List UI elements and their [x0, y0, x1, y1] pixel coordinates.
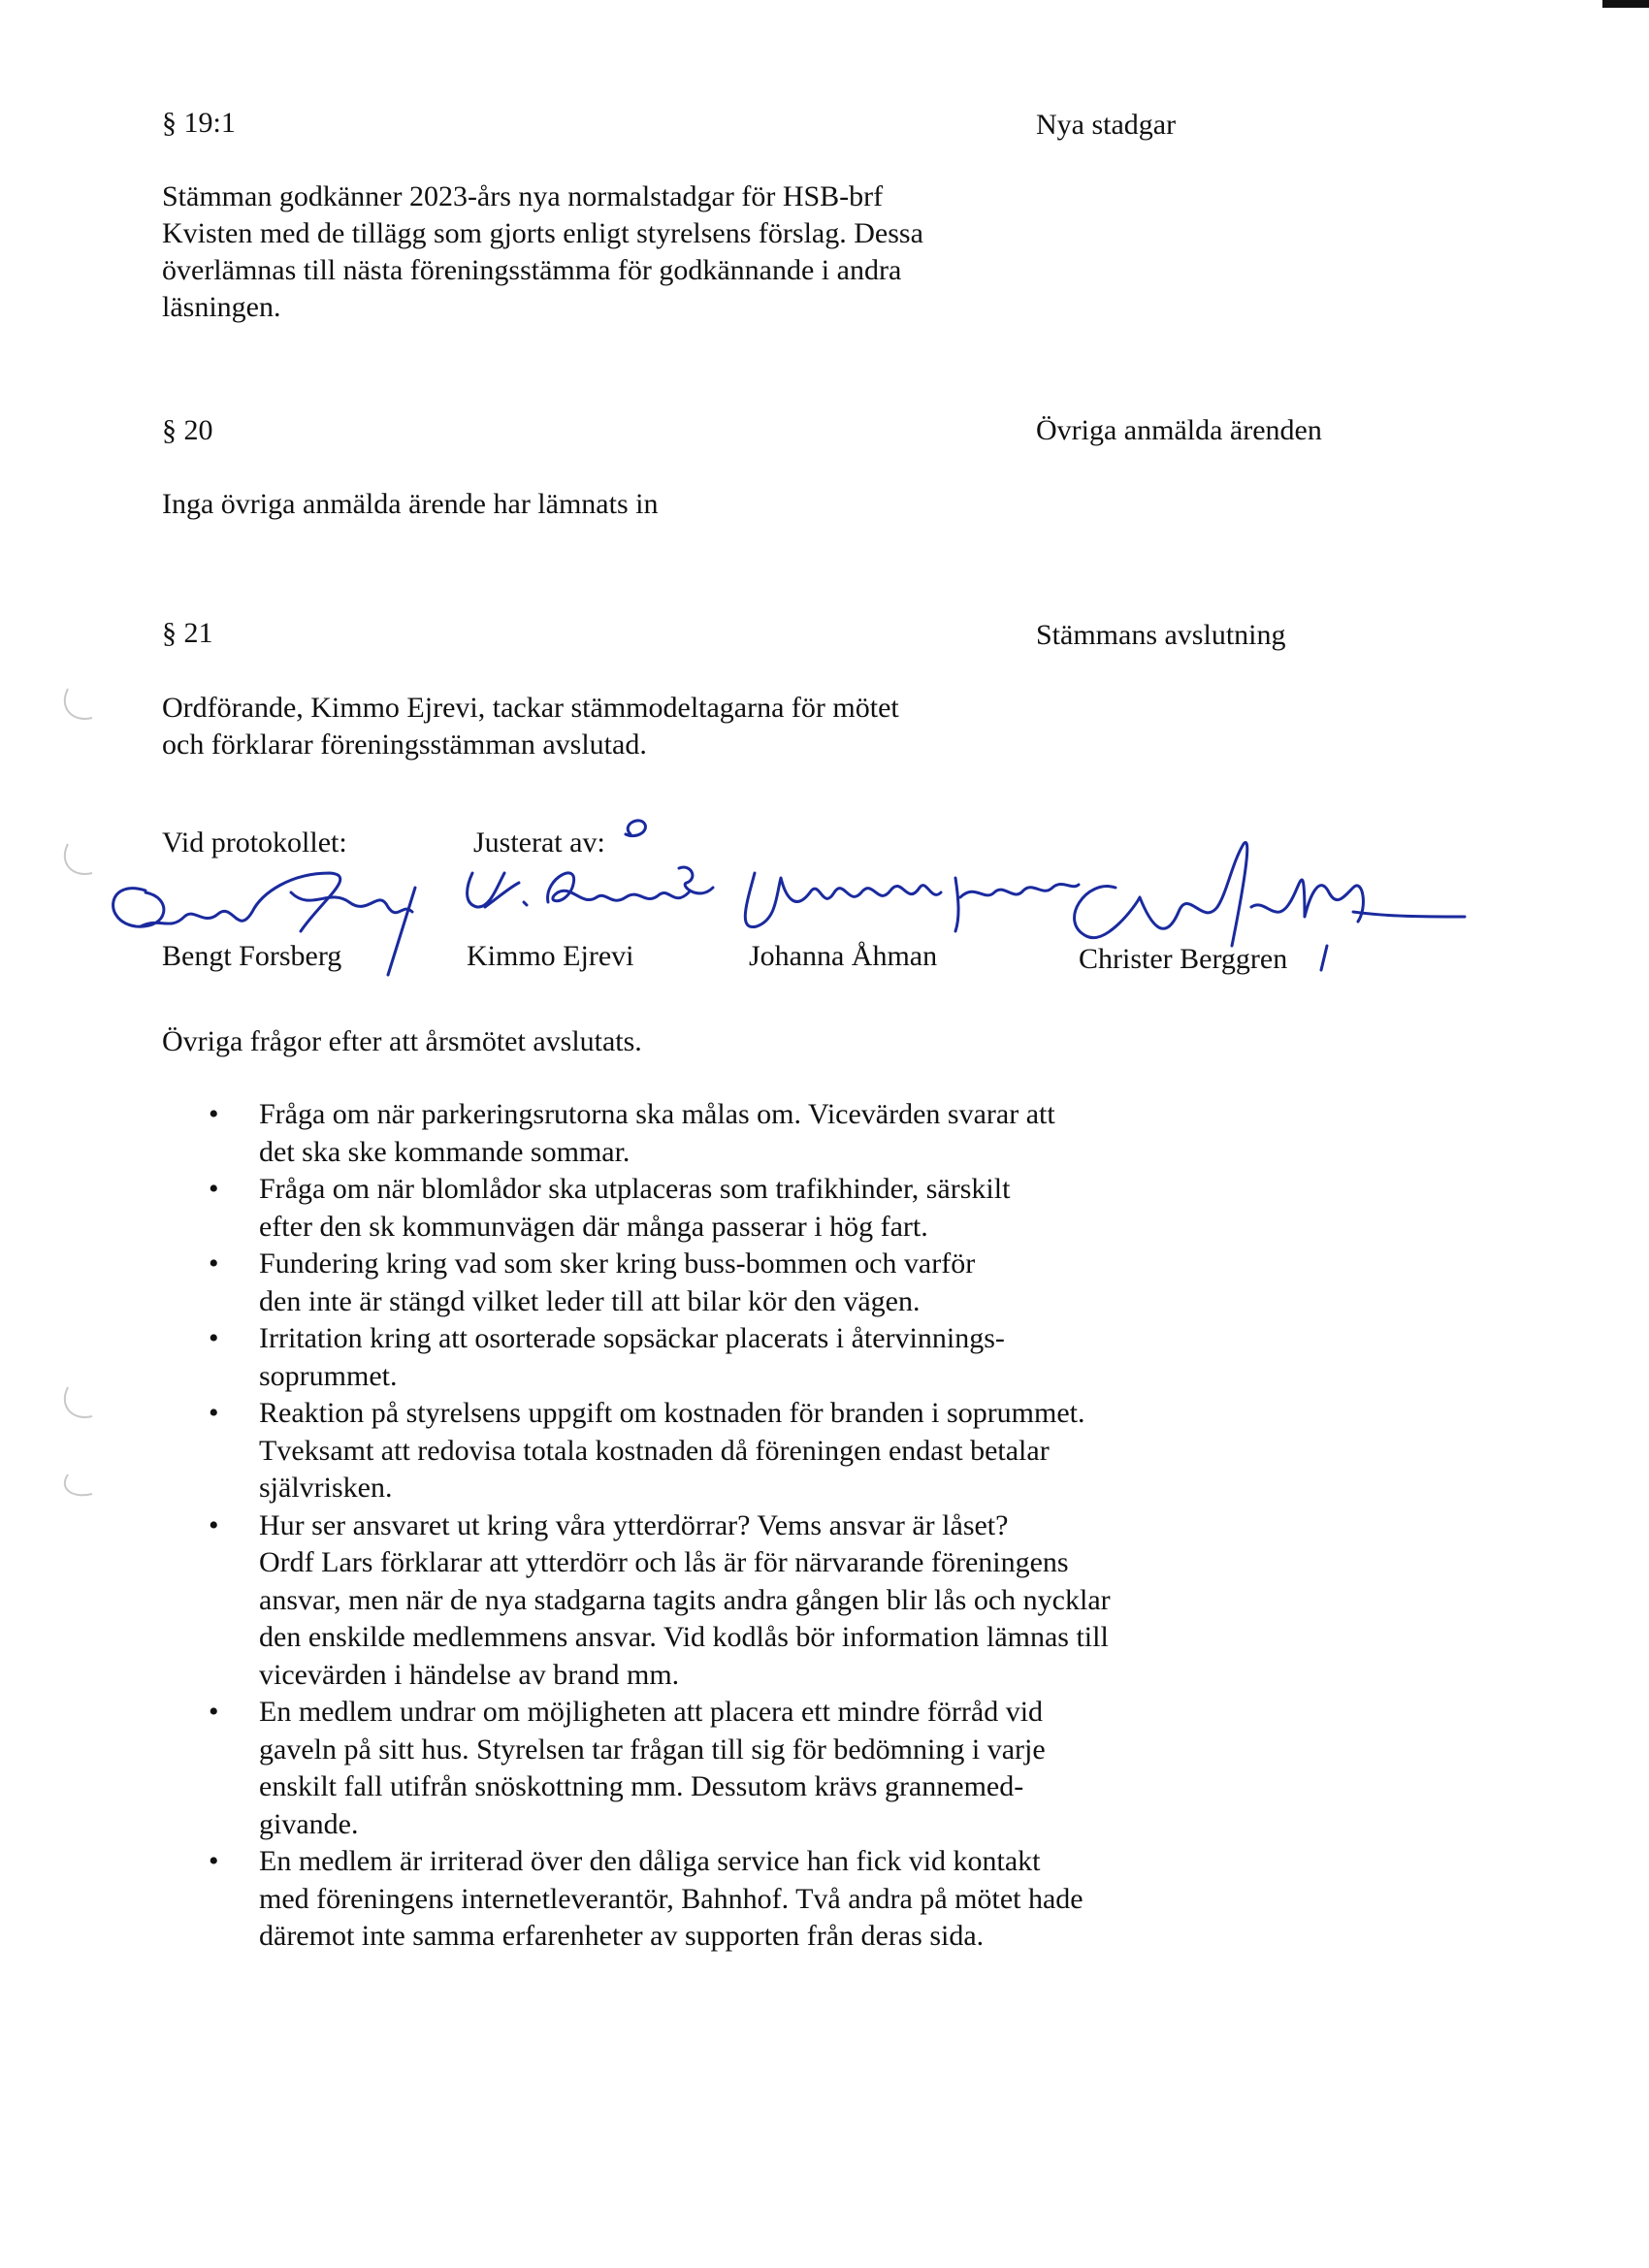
item-line: vicevärden i händelse av brand mm. [259, 1658, 680, 1691]
punch-hole-icon [65, 1387, 92, 1417]
other-questions-heading: Övriga frågor efter att årsmötet avslutats. [162, 1025, 642, 1057]
adjusted-label: Justerat av: [473, 826, 605, 859]
protocol-label: Vid protokollet: [162, 826, 347, 859]
item-line: däremot inte samma erfarenheter av supporten från deras sida. [259, 1920, 985, 1952]
bullet-icon: • [209, 1508, 219, 1541]
list-item [201, 1843, 1316, 1956]
item-line: Irritation kring att osorterade sopsäckar placerats i återvinnings- [259, 1322, 1005, 1354]
item-line: den enskilde medlemmens ansvar. Vid kodlås bör information lämnas till [259, 1621, 1109, 1653]
bullet-icon: • [209, 1247, 219, 1280]
item-line: Ordf Lars förklarar att ytterdörr och lås är för närvarande föreningens [259, 1546, 1069, 1578]
list-item [201, 1694, 1316, 1843]
body-line: läsningen. [162, 291, 281, 323]
item-line: Reaktion på styrelsens uppgift om kostnaden för branden i soprummet. [259, 1397, 1085, 1429]
item-line: Hur ser ansvaret ut kring våra ytterdörrar? Vems ansvar är låset? [259, 1508, 1009, 1541]
bullet-icon: • [209, 1397, 219, 1429]
section-title: Stämmans avslutning [1036, 619, 1286, 651]
signatures-ink [0, 0, 1649, 1067]
section-number: § 19:1 [162, 107, 236, 139]
signature-kimmo-ejrevi [468, 821, 713, 907]
signature-christer-berggren [1075, 842, 1465, 970]
signature-bengt-forsberg [113, 873, 415, 975]
bullet-icon: • [209, 1098, 219, 1130]
signer-name: Kimmo Ejrevi [467, 940, 634, 972]
bullet-icon: • [209, 1696, 219, 1728]
section-number: § 20 [162, 414, 213, 446]
section-title: Övriga anmälda ärenden [1036, 414, 1322, 446]
item-line: Tveksamt att redovisa totala kostnaden då föreningen endast betalar [259, 1434, 1050, 1467]
section-number: § 21 [162, 617, 213, 649]
bullet-icon: • [209, 1173, 219, 1205]
item-line: gaveln på sitt hus. Styrelsen tar frågan till sig för bedömning i varje [259, 1733, 1046, 1766]
item-line: Fråga om när parkeringsrutorna ska målas om. Vicevärden svarar att [259, 1098, 1055, 1130]
body-line: och förklarar föreningsstämman avslutad. [162, 729, 647, 761]
punch-hole-marks [53, 679, 112, 1552]
punch-hole-icon [65, 689, 92, 719]
signature-johanna-ahman [745, 873, 1079, 931]
list-item [201, 1246, 1316, 1320]
item-line: den inte är stängd vilket leder till att bilar kör den vägen. [259, 1284, 921, 1317]
signer-name: Bengt Forsberg [162, 940, 342, 972]
body-line: Inga övriga anmälda ärende har lämnats in [162, 488, 659, 520]
other-questions-list [201, 1096, 1316, 1956]
item-line: efter den sk kommunvägen där många passerar i hög fart. [259, 1210, 928, 1243]
list-item [201, 1096, 1316, 1171]
body-line: Kvisten med de tillägg som gjorts enligt styrelsens förslag. Dessa [162, 217, 923, 249]
list-item [201, 1171, 1316, 1246]
bullet-icon: • [209, 1845, 219, 1877]
item-line: En medlem är irriterad över den dåliga service han fick vid kontakt [259, 1845, 1041, 1877]
body-line: Stämman godkänner 2023-års nya normalstadgar för HSB-brf [162, 180, 884, 212]
item-line: Fråga om när blomlådor ska utplaceras som trafikhinder, särskilt [259, 1173, 1011, 1205]
signer-name: Johanna Åhman [749, 940, 938, 972]
item-line: med föreningens internetleverantör, Bahnhof. Två andra på mötet hade [259, 1882, 1083, 1915]
list-item [201, 1395, 1316, 1507]
body-line: överlämnas till nästa föreningsstämma för godkännande i andra [162, 254, 902, 286]
item-line: ansvar, men när de nya stadgarna tagits andra gången blir lås och nycklar [259, 1583, 1111, 1616]
list-item [201, 1320, 1316, 1395]
punch-hole-icon [65, 1474, 92, 1495]
item-line: enskilt fall utifrån snöskottning mm. Dessutom krävs grannemed- [259, 1770, 1024, 1802]
section-title: Nya stadgar [1036, 109, 1177, 141]
item-line: En medlem undrar om möjligheten att placera ett mindre förråd vid [259, 1696, 1044, 1728]
punch-hole-icon [65, 844, 92, 874]
body-line: Ordförande, Kimmo Ejrevi, tackar stämmodeltagarna för mötet [162, 692, 899, 724]
item-line: Fundering kring vad som sker kring buss-bommen och varför [259, 1247, 976, 1280]
item-line: givande. [259, 1807, 359, 1840]
item-line: det ska ske kommande sommar. [259, 1135, 630, 1168]
signer-name: Christer Berggren [1079, 943, 1288, 975]
list-item [201, 1507, 1316, 1695]
item-line: soprummet. [259, 1359, 398, 1392]
item-line: självrisken. [259, 1472, 393, 1504]
bullet-icon: • [209, 1322, 219, 1354]
